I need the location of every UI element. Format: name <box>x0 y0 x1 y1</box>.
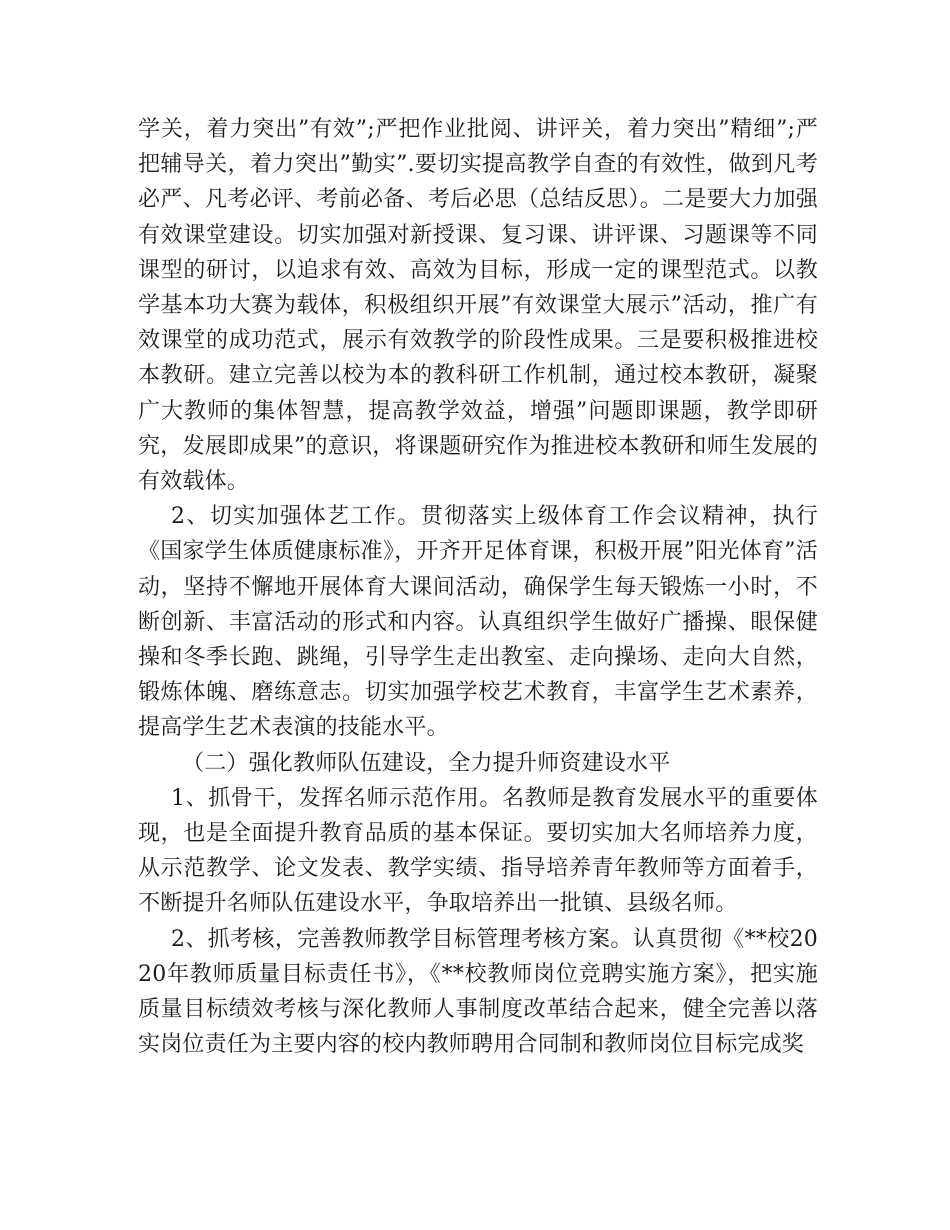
body-paragraph-continued: 学关，着力突出”有效”;严把作业批阅、讲评关，着力突出”精细”;严把辅导关，着力突出”勤实”.要切实提高教学自查的有效性，做到凡考必严、凡考必评、考前必备、考后必思（总结反思）。二是要大力加强有效课堂建设。切实加强对新授课、复习课、讲评课、习题课等不同课型的研讨，以追求有效、高效为目标，形成一定的课型范式。以教学基本功大赛为载体，积极组织开展”有效课堂大展示”活动，推广有效课堂的成功范式，展示有效教学的阶段性成果。三是要积极推进校本教研。建立完善以校为本的教科研工作机制，通过校本教研，凝聚广大教师的集体智慧，提高教学效益，增强”问题即课题，教学即研究，发展即成果”的意识，将课题研究作为推进校本教研和师生发展的有效载体。 <box>138 117 818 495</box>
document-body <box>138 112 818 1062</box>
body-paragraph-assessment: 2、抓考核，完善教师教学目标管理考核方案。认真贯彻《**校2020年教师质量目标责任书》，《**校教师岗位竞聘实施方案》，把实施质量目标绩效考核与深化教师人事制度改革结合起来，健全完善以落实岗位责任为主要内容的校内教师聘用合同制和教师岗位目标完成奖 <box>138 926 818 1058</box>
body-paragraph-sports-arts: 2、切实加强体艺工作。贯彻落实上级体育工作会议精神，执行《国家学生体质健康标准》，开齐开足体育课，积极开展”阳光体育”活动，坚持不懈地开展体育大课间活动，确保学生每天锻炼一小时，不断创新、丰富活动的形式和内容。认真组织学生做好广播操、眼保健操和冬季长跑、跳绳，引导学生走出教室、走向操场、走向大自然，锻炼体魄、磨练意志。切实加强学校艺术教育，丰富学生艺术素养，提高学生艺术表演的技能水平。 <box>138 504 818 741</box>
body-paragraph-key-teachers: 1、抓骨干，发挥名师示范作用。名教师是教育发展水平的重要体现，也是全面提升教育品质的基本保证。要切实加大名师培养力度，从示范教学、论文发表、教学实绩、指导培养青年教师等方面着手，不断提升名师队伍建设水平，争取培养出一批镇、县级名师。 <box>138 785 818 917</box>
section-heading-teacher-team: （二）强化教师队伍建设，全力提升师资建设水平 <box>182 750 671 776</box>
